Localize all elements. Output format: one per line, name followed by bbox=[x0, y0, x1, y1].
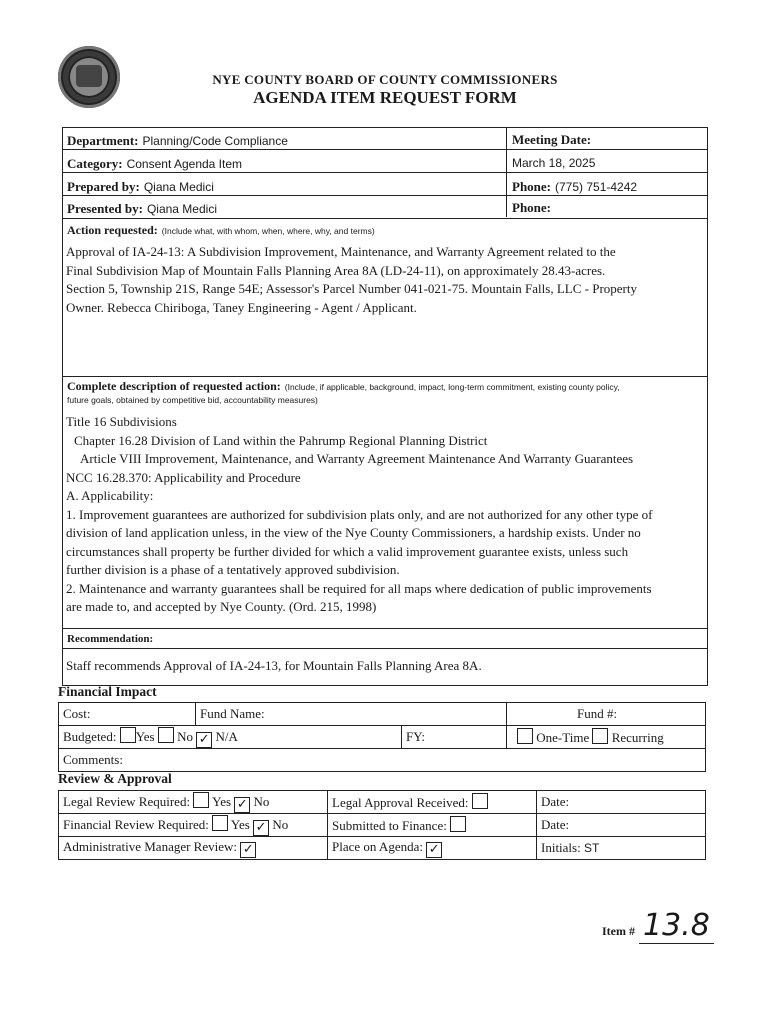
date2-label: Date: bbox=[541, 817, 570, 832]
action-requested-heading: Action requested: (Include what, with whom, when, where, why, and terms) bbox=[67, 223, 375, 237]
phone-value: (775) 751-4242 bbox=[555, 180, 638, 194]
financial-impact-title: Financial Impact bbox=[58, 684, 157, 699]
budgeted-yes-checkbox[interactable] bbox=[120, 727, 136, 743]
initials-value: ST bbox=[583, 841, 600, 855]
action-requested-text: Approval of IA-24-13: A Subdivision Improvement, Maintenance, and Warranty Agreement related to the Final Subdivision Map of Mountain Falls Planning Area 8A (LD-24-11), on approximately 28.43-acres. Section 5, Township 21S, Range 54E; Assessor's Parcel Number 041-021-75. Mountain Falls, LLC - Property Owner. Rebecca Chiriboga, Taney Engineering - Agent / Applicant. bbox=[66, 244, 637, 315]
recommendation-text: Staff recommends Approval of IA-24-13, for Mountain Falls Planning Area 8A. bbox=[66, 658, 482, 673]
item-number-value: 13.8 bbox=[639, 908, 714, 944]
submitted-finance-checkbox[interactable] bbox=[450, 816, 466, 832]
legal-review-yes-checkbox[interactable] bbox=[193, 792, 209, 808]
fy-label: FY: bbox=[406, 729, 426, 744]
department-field: Department: Planning/Code Compliance bbox=[67, 133, 288, 148]
category-field: Category: Consent Agenda Item bbox=[67, 156, 243, 171]
prepared-by-field: Prepared by: Qiana Medici bbox=[67, 179, 214, 194]
admin-review-label: Administrative Manager Review: bbox=[63, 838, 238, 854]
cost-label: Cost: bbox=[63, 706, 91, 721]
prepared-by-value: Qiana Medici bbox=[143, 180, 214, 194]
meeting-date-value: March 18, 2025 bbox=[512, 156, 596, 170]
presented-by-field: Presented by: Qiana Medici bbox=[67, 201, 217, 216]
category-value: Consent Agenda Item bbox=[126, 157, 243, 171]
presented-by-value: Qiana Medici bbox=[146, 202, 217, 216]
legal-review-no-checkbox[interactable]: ✓ bbox=[234, 797, 250, 813]
phone-field: Phone: (775) 751-4242 bbox=[512, 179, 638, 194]
description-heading: Complete description of requested action: (Include, if applicable, background, impact, long-term commitment, existing county policy, future goals, obtained by competitive bid, accountability measures) bbox=[67, 379, 620, 405]
financial-review-label: Financial Review Required: bbox=[63, 816, 209, 832]
financial-review-no-checkbox[interactable]: ✓ bbox=[253, 820, 269, 836]
fund-name-label: Fund Name: bbox=[200, 706, 265, 721]
legal-approval-label: Legal Approval Received: bbox=[332, 795, 469, 810]
date1-label: Date: bbox=[541, 794, 570, 809]
budgeted-no-checkbox[interactable] bbox=[158, 727, 174, 743]
phone2-label: Phone: bbox=[512, 200, 551, 215]
legal-review-label: Legal Review Required: bbox=[63, 793, 191, 809]
initials-label: Initials: bbox=[541, 840, 581, 855]
description-text: Title 16 Subdivisions Chapter 16.28 Division of Land within the Pahrump Regional Planning District Article VIII Improvement, Maintenance, and Warranty Agreement Maintenance And Warranty Guarantees NCC 16.28.370: Applicability and Procedure A. Applicability: 1. Improvement guarantees are authorized for subdivision plats only, and are not authorized for any other type of division of land application unless, in the view of the Nye County Commissioners, a hardship exists. Under no circumstances shall property be further divided for which a valid improvement guarantee exists, unless such further division is a phase of a tentatively approved subdivision. 2. Maintenance and warranty guarantees shall be required for all maps where dedication of public improvements are made to, and accepted by Nye County. (Ord. 215, 1998) bbox=[66, 414, 653, 614]
item-number-label: Item # bbox=[602, 924, 635, 938]
form-title: AGENDA ITEM REQUEST FORM bbox=[253, 88, 517, 107]
item-number bbox=[602, 908, 714, 943]
fund-number-label: Fund #: bbox=[577, 706, 618, 721]
submitted-finance-label: Submitted to Finance: bbox=[332, 818, 447, 833]
budgeted-label: Budgeted: bbox=[63, 728, 117, 744]
place-agenda-checkbox[interactable]: ✓ bbox=[426, 842, 442, 858]
meeting-date-label: Meeting Date: bbox=[512, 132, 592, 147]
review-approval-table: Legal Review Required: Yes ✓ No Legal Approval Received: Date: Financial Review Required: Yes ✓ No Submitted to Finance: Date: Administrative Manager Review: ✓ Place on Agenda: ✓ Initials: ST bbox=[58, 790, 706, 860]
recommendation-label: Recommendation: bbox=[67, 633, 154, 645]
board-title: NYE COUNTY BOARD OF COUNTY COMMISSIONERS bbox=[212, 72, 558, 87]
admin-review-checkbox[interactable]: ✓ bbox=[240, 842, 256, 858]
one-time-checkbox[interactable] bbox=[517, 728, 533, 744]
place-agenda-label: Place on Agenda: bbox=[332, 838, 423, 854]
financial-impact-table: Cost: Fund Name: Fund #: Budgeted: Yes No ✓ N/A FY: One-Time Recurring Comments: bbox=[58, 702, 706, 772]
comments-label: Comments: bbox=[63, 752, 123, 767]
budgeted-na-checkbox[interactable]: ✓ bbox=[196, 732, 212, 748]
financial-review-yes-checkbox[interactable] bbox=[212, 815, 228, 831]
review-approval-title: Review & Approval bbox=[58, 771, 172, 786]
legal-approval-checkbox[interactable] bbox=[472, 793, 488, 809]
recurring-checkbox[interactable] bbox=[592, 728, 608, 744]
department-value: Planning/Code Compliance bbox=[142, 134, 288, 148]
